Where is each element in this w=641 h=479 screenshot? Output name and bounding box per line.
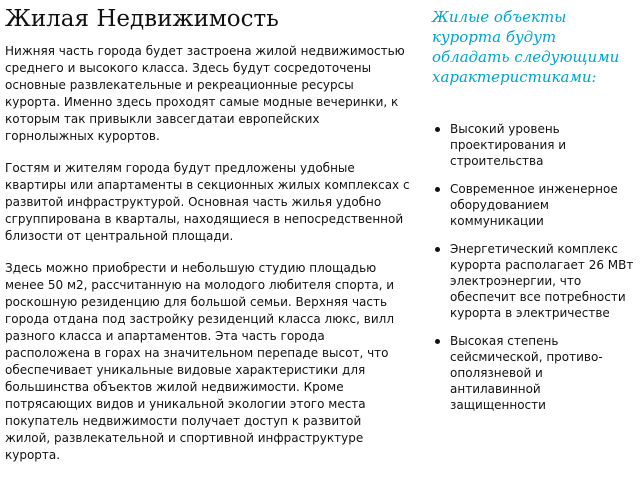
list-item [432, 333, 637, 413]
features-sidebar [432, 7, 637, 425]
bullet-icon [435, 187, 440, 192]
page-title: Жилая Недвижимость [5, 6, 279, 32]
feature-text: Энергетический комплекс курорта располагает 26 МВт электроэнергии, что обеспечит все потребности курорта в электричестве [450, 242, 634, 320]
main-content [5, 5, 410, 479]
feature-text: Высокая степень сейсмической, противо-ополязневой и антилавинной защищенности [450, 334, 603, 412]
list-item [432, 121, 637, 169]
features-list [432, 121, 637, 413]
list-item [432, 241, 637, 321]
bullet-icon [435, 339, 440, 344]
paragraph-apartments: Гостям и жителям города будут предложены удобные квартиры или апартаменты в секционных жилых комплексах с развитой инфраструктурой. Основная часть жилья удобно сгруппирована в кварталы, находящиеся в непосредственной близости от центральной площади. [5, 161, 410, 243]
paragraph-intro: Нижняя часть города будет застроена жилой недвижимостью среднего и высокого класса. Здесь будут сосредоточены основные развлекательные и рекреационные ресурсы курорта. Именно здесь проходят самые модные вечеринки, к которым так привыкли завсегдатаи европейских горнолыжных курортов. [5, 44, 405, 143]
feature-text: Современное инженерное оборудованием коммуникации [450, 182, 618, 228]
list-item [432, 181, 637, 229]
bullet-icon [435, 127, 440, 132]
bullet-icon [435, 247, 440, 252]
paragraph-studios: Здесь можно приобрести и небольшую студию площадью менее 50 м2, рассчитанную на молодого любителя спорта, и роскошную резиденцию для большой семьи. Верхняя часть города отдана под застройку резиденций класса люкс, вилл разного класса и апартаментов. Эта часть города расположена в горах на значительном перепаде высот, что обеспечивает уникальные видовые характеристики для большинства объектов жилой недвижимости. Кроме потрясающих видов и уникальной экологии этого места покупатель недвижимости получает доступ к развитой жилой, развлекательной и спортивной инфраструктуре курорта. [5, 261, 395, 462]
features-heading: Жилые объекты курорта будут обладать следующими характеристиками: [432, 8, 620, 86]
feature-text: Высокий уровень проектирования и строительства [450, 122, 567, 168]
